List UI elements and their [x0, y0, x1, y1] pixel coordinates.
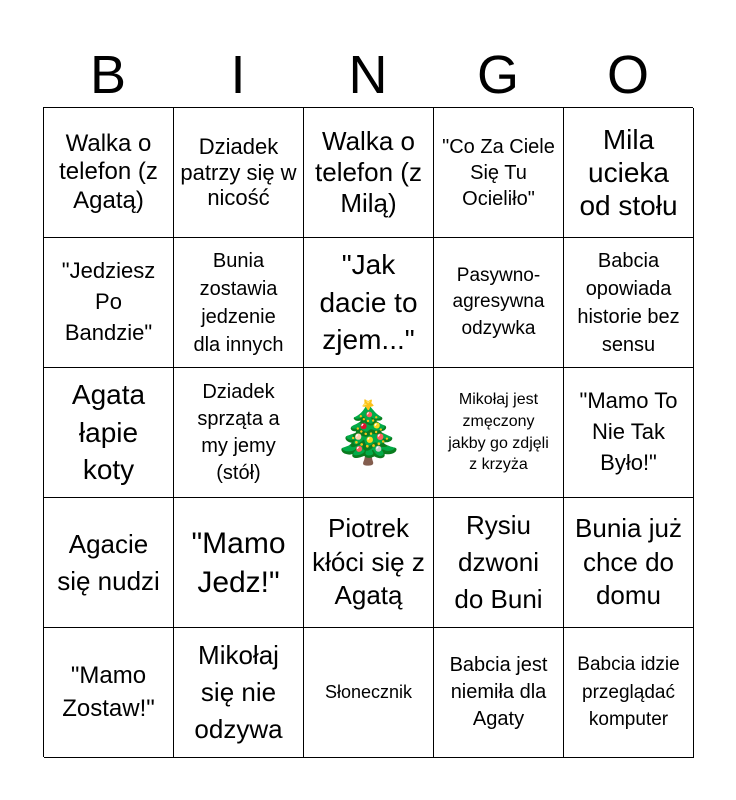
cell-text: Piotrek kłóci się z Agatą — [312, 512, 425, 611]
cell-text: "Mamo Jedz!" — [191, 526, 286, 599]
bingo-header — [43, 44, 693, 106]
bingo-cell[interactable] — [304, 238, 434, 368]
bingo-cell[interactable] — [174, 498, 304, 628]
cell-text: Walka o telefon (z Milą) — [315, 126, 422, 218]
bingo-cell[interactable] — [44, 628, 174, 758]
cell-text: Dziadek patrzy się w nicość — [180, 133, 297, 211]
bingo-cell[interactable] — [564, 498, 694, 628]
bingo-cell[interactable] — [434, 498, 564, 628]
bingo-cell[interactable] — [564, 108, 694, 238]
cell-text: Mila ucieka od stołu — [579, 123, 678, 222]
cell-text: Mikołaj jest zmęczony jakby go zdjęli z krzyża — [448, 391, 549, 474]
bingo-cell[interactable] — [434, 628, 564, 758]
bingo-cell[interactable] — [44, 498, 174, 628]
cell-text: "Jak dacie to zjem..." — [319, 248, 418, 356]
bingo-cell[interactable] — [564, 368, 694, 498]
bingo-cell[interactable] — [44, 368, 174, 498]
free-space-cell[interactable] — [304, 368, 434, 498]
bingo-cell[interactable] — [174, 368, 304, 498]
cell-text: Mikołaj się nie odzywa — [194, 640, 283, 744]
cell-text: Babcia jest niemiła dla Agaty — [449, 654, 548, 730]
bingo-cell[interactable] — [304, 108, 434, 238]
cell-text: "Mamo Zostaw!" — [62, 662, 155, 722]
cell-text: Walka o telefon (z Agatą) — [59, 130, 158, 214]
bingo-cell[interactable] — [434, 238, 564, 368]
cell-text: "Jedziesz Po Bandzie" — [61, 258, 156, 345]
cell-text: Babcia opowiada historie bez sensu — [577, 249, 680, 356]
bingo-board — [43, 107, 693, 757]
bingo-cell[interactable] — [174, 628, 304, 758]
bingo-cell[interactable] — [174, 108, 304, 238]
header-letter-i: I — [230, 45, 246, 105]
header-letter-o: O — [606, 45, 649, 105]
cell-text: "Co Za Ciele Się Tu Ocieliło" — [442, 135, 555, 210]
cell-text: Agata łapie koty — [71, 378, 146, 486]
cell-text: "Mamo To Nie Tak Było!" — [579, 388, 678, 475]
cell-text: Słonecznik — [324, 681, 413, 702]
header-letter-g: G — [476, 45, 519, 105]
bingo-cell[interactable] — [434, 108, 564, 238]
christmas-tree-icon: 🎄 — [331, 398, 406, 466]
bingo-cell[interactable] — [304, 498, 434, 628]
cell-text: Babcia idzie przeglądać komputer — [577, 654, 680, 731]
bingo-cell[interactable] — [434, 368, 564, 498]
header-letter-n: N — [348, 45, 388, 105]
bingo-cell[interactable] — [304, 628, 434, 758]
cell-text: Rysiu dzwoni do Buni — [454, 510, 543, 614]
header-letter-b: B — [89, 45, 127, 105]
cell-text: Bunia już chce do domu — [575, 512, 682, 611]
bingo-cell[interactable] — [174, 238, 304, 368]
cell-text: Agacie się nudzi — [57, 528, 160, 596]
bingo-cell[interactable] — [44, 108, 174, 238]
cell-text: Dziadek sprząta a my jemy (stół) — [197, 380, 280, 484]
cell-text: Pasywno-agresywna odzywka — [452, 264, 545, 339]
bingo-cell[interactable] — [564, 238, 694, 368]
cell-text: Bunia zostawia jedzenie dla innych — [193, 249, 284, 356]
bingo-cell[interactable] — [564, 628, 694, 758]
bingo-cell[interactable] — [44, 238, 174, 368]
